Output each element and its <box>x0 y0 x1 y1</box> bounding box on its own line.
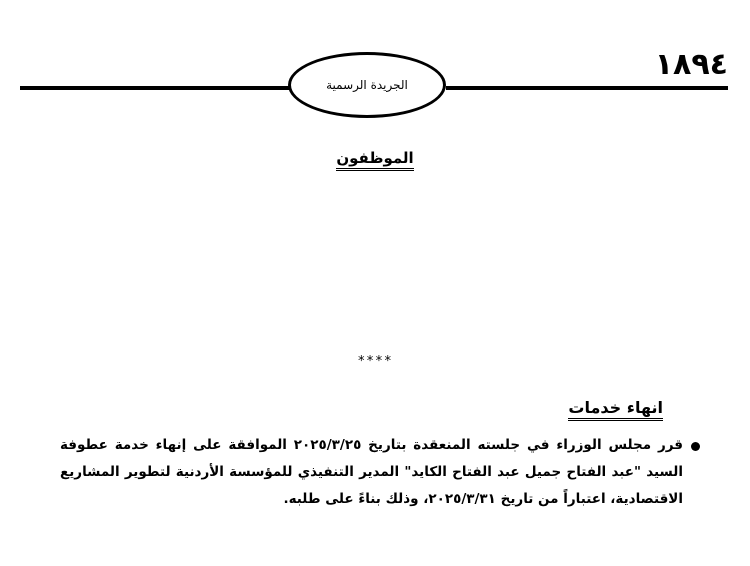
section-heading <box>0 148 750 167</box>
section-separator: **** <box>357 354 393 369</box>
bullet-icon <box>691 442 700 451</box>
termination-heading: انهاء خدمات <box>568 398 663 421</box>
masthead-oval <box>288 52 446 118</box>
page-number: ١٨٩٤ <box>654 47 728 82</box>
section-title: الموظفون <box>336 149 413 171</box>
header-rule-left <box>20 86 290 90</box>
masthead-title: الجريدة الرسمية <box>326 78 408 92</box>
termination-heading-block <box>568 398 663 417</box>
header-rule-right <box>446 86 728 90</box>
decision-text: قرر مجلس الوزراء في جلسته المنعقدة بتاريخ ٢٠٢٥/٣/٢٥ الموافقة على إنهاء خدمة عطوفة السيد "عبد الفتاح جميل عبد الفتاح الكايد" المدير التنفيذي للمؤسسة الأردنية لتطوير المشاريع الاقتصادية، اعتباراً من تاريخ ٢٠٢٥/٣/٣١، وذلك بناءً على طلبه. <box>60 437 683 507</box>
decision-item <box>60 432 700 513</box>
